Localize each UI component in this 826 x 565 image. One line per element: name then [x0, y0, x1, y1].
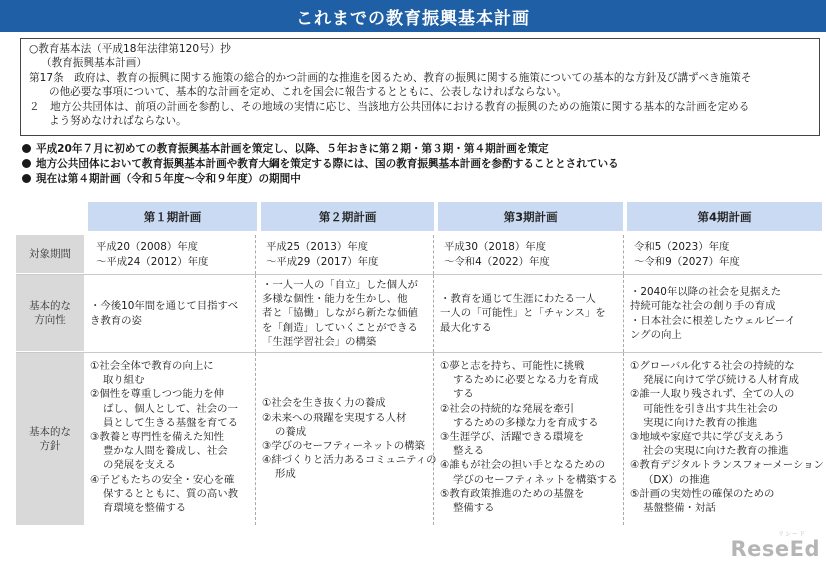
policy-item: ②社会の持続的な発展を牽引: [440, 402, 575, 415]
policy-item: ③地域や家庭で共に学び支えあう: [630, 431, 785, 444]
column-header-plan-3: 第3期計画: [438, 202, 623, 231]
summary-bullets: [22, 142, 822, 188]
bullet-icon: [22, 144, 31, 153]
table-header-row: [84, 202, 822, 231]
article-17-line-2: の他必要な事項について、基本的な計画を定め、これを国会に報告するとともに、公表しなければならない。: [49, 86, 568, 99]
policy-item: ①社会を生き抜く力の養成: [262, 397, 386, 410]
law-subheading: （教育振興基本計画）: [41, 57, 147, 70]
policy-item: の養成: [275, 425, 307, 438]
table-row-direction: [16, 275, 822, 353]
bullet-icon: [22, 159, 31, 168]
policy-item: ③教養と専門性を備えた知性: [90, 431, 225, 444]
policy-cell-2: [256, 353, 437, 525]
policy-item: ②誰一人取り残されず、全ての人の: [630, 388, 795, 401]
column-header-plan-1: 第１期計画: [88, 202, 257, 231]
policy-item: 発展に向けて学び続ける人材育成: [643, 374, 799, 387]
policy-item: ④誰もが社会の担い手となるための: [440, 459, 606, 472]
policy-item: するための多様な力を育成する: [453, 416, 599, 429]
policy-item: ③生涯学び、活躍できる環境を: [440, 431, 584, 444]
summary-bullet: 地方公共団体において教育振興基本計画や教育大綱を策定する際には、国の教育振興基本計画を参酌することとされている: [22, 157, 822, 172]
policy-item: 基盤整備・対話: [643, 502, 716, 515]
paragraph-2-line-2: よう努めなければならない。: [49, 115, 187, 128]
policy-item: 形成: [275, 468, 296, 481]
direction-cell-3: ・教育を通じて生涯にわたる一人 一人の「可能性」と「チャンス」を 最大化する: [434, 275, 624, 352]
period-cell-4: 令和5（2023）年度 ～令和9（2027）年度: [634, 241, 740, 268]
policy-item: の発展を支える: [103, 459, 176, 472]
table-row-period: [16, 235, 822, 275]
policy-item: 育環境を整備する: [103, 502, 187, 515]
column-header-plan-4: 第4期計画: [627, 202, 822, 231]
paragraph-2-line-1: ２ 地方公共団体は、前項の計画を参酌し、その地域の実情に応じ、当該地方公共団体における教育の振興のための施策に関する基本的な計画を定める: [29, 100, 750, 113]
policy-item: ①社会全体で教育の向上に: [90, 360, 214, 372]
policy-cell-1: [84, 353, 256, 525]
policy-item: ①夢と志を持ち、可能性に挑戦: [440, 360, 585, 372]
article-17-line-1: 第17条 政府は、教育の振興に関する施策の総合的かつ計画的な推進を図るため、教育の振興に関する施策についての基本的な方針及び講ずべき施策そ: [29, 71, 752, 84]
period-cell-1: 平成20（2008）年度 ～平成24（2012）年度: [84, 235, 256, 274]
column-header-plan-2: 第２期計画: [261, 202, 434, 231]
policy-item: ④子どもたちの安全・安心を確: [90, 473, 235, 486]
policy-item: ⑤教育政策推進のための基盤を: [440, 487, 585, 500]
policy-item: 整える: [453, 445, 485, 458]
policy-item: ③学びのセーフティーネットの構築: [262, 440, 425, 452]
policy-item: する: [453, 388, 474, 401]
policy-item: 豊かな人間を養成し、社会: [103, 445, 228, 458]
summary-bullet: 平成20年７月に初めての教育振興基本計画を策定し、以降、５年おきに第２期・第３期・第４期計画を策定: [22, 142, 822, 157]
policy-item: ②未来への飛躍を実現する人材: [262, 411, 407, 424]
bullet-icon: [22, 174, 31, 183]
row-label-policy: 基本的な 方針: [16, 353, 84, 525]
law-heading: ○教育基本法（平成18年法律第120号）抄: [29, 43, 231, 55]
policy-item: 社会の実現に向けた教育の推進: [643, 445, 789, 458]
resed-logo: リシード ReseEd: [730, 531, 820, 561]
period-cell-3: 平成30（2018）年度 ～令和4（2022）年度: [434, 235, 624, 274]
direction-cell-1: ・今後10年間を通じて目指すべ き教育の姿: [84, 275, 256, 352]
policy-item: （DX）の推進: [643, 473, 711, 486]
policy-item: するために必要となる力を育成: [453, 374, 599, 387]
policy-item: ④絆づくりと活力あるコミュニティの: [262, 454, 437, 467]
page-title: これまでの教育振興基本計画: [0, 0, 826, 32]
policy-item: 保するとともに、質の高い教: [103, 487, 239, 500]
policy-item: 可能性を引き出す共生社会の: [643, 402, 779, 415]
policy-item: 取り組む: [103, 374, 145, 387]
policy-item: ②個性を尊重しつつ能力を伸: [90, 388, 225, 401]
plans-table: [16, 202, 822, 525]
table-row-policy: [16, 353, 822, 525]
policy-item: ばし、個人として、社会の一: [103, 402, 238, 415]
summary-bullet: 現在は第４期計画（令和５年度～令和９年度）の期間中: [22, 172, 822, 187]
policy-item: 員として生きる基盤を育てる: [103, 416, 239, 429]
law-excerpt-box: [20, 38, 820, 136]
policy-item: ①グローバル化する社会の持続的な: [630, 360, 795, 372]
policy-item: ⑤計画の実効性の確保のための: [630, 487, 775, 500]
direction-cell-2: ・一人一人の「自立」した個人が 多様な個性・能力を生かし、他 者と「協働」しながら新たな価値 を「創造」していくことができる 「生涯学習社会」の構築: [256, 275, 434, 352]
policy-item: ④教育デジタルトランスフォーメーション: [630, 459, 824, 472]
direction-cell-4: ・2040年以降の社会を見据えた 持続可能な社会の創り手の育成 ・日本社会に根差したウェルビーイ ングの向上: [630, 286, 796, 341]
policy-cell-3: [434, 353, 624, 525]
policy-item: 整備する: [453, 502, 495, 515]
period-cell-2: 平成25（2013）年度 ～平成29（2017）年度: [256, 235, 434, 274]
policy-item: 実現に向けた教育の推進: [643, 416, 758, 429]
policy-item: 学びのセーフティネットを構築する: [453, 473, 618, 486]
policy-cell-4: [624, 353, 822, 525]
row-label-direction: 基本的な 方向性: [16, 275, 84, 352]
row-label-period: 対象期間: [16, 235, 84, 274]
